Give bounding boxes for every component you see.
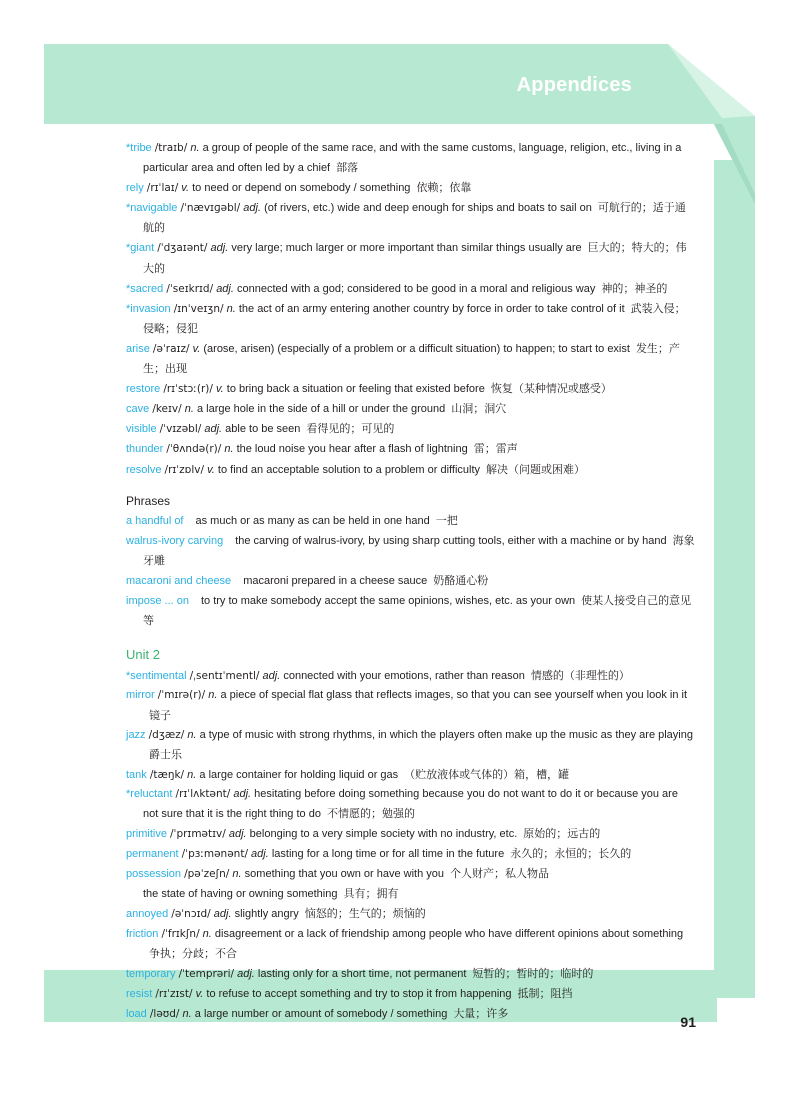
definition: the state of having or owning something [143,888,338,901]
part-of-speech: n. [187,728,197,741]
chinese-translation: 恢复（某种情况或感受） [490,382,612,396]
chinese-translation: 巨大的；特大的；伟大的 [143,241,687,275]
part-of-speech: v. [195,987,204,1000]
headword: annoyed [126,908,169,921]
pronunciation: /ˈθʌndə(r)/ [166,443,222,456]
vocab-entry [126,726,696,765]
part-of-speech: adj. [213,908,232,921]
section-title: Appendices [516,74,632,96]
chinese-translation: 雷；雷声 [473,442,518,456]
vocab-entry [126,178,696,198]
headword: *sentimental [126,670,187,683]
unit1-vocabulary-list [126,139,696,480]
unit2-vocabulary-list [126,666,696,1024]
vocab-entry [126,904,696,924]
definition: belonging to a very simple society with no industry, etc. [249,828,518,841]
vocab-entry [126,844,696,864]
chinese-translation: 一把 [435,513,458,527]
definition: lasting for a long time or for all time in the future [271,848,505,861]
vocab-entry [126,419,696,439]
chinese-translation: 看得见的；可见的 [306,422,395,436]
definition: a piece of special flat glass that reflects images, so that you can see yourself when you look in it [220,689,688,702]
headword: temporary [126,967,176,980]
part-of-speech: adj. [233,787,252,800]
vocab-entry [126,864,696,884]
definition: disagreement or a lack of friendship among people who have different opinions about something [214,927,684,940]
phrase-entry [126,511,696,531]
chinese-translation: 镜子 [149,708,171,722]
chinese-translation: 海象牙雕 [143,533,695,567]
definition: to refuse to accept something and try to stop it from happening [206,987,512,1000]
part-of-speech: adj. [262,670,281,683]
phrase-entry [126,531,696,571]
headword: permanent [126,848,179,861]
part-of-speech: n. [184,403,194,416]
pronunciation: /rɪˈlʌktənt/ [175,787,231,800]
chinese-translation: 原始的；远古的 [523,827,601,841]
vocab-entry [126,399,696,419]
part-of-speech: adj. [251,848,269,861]
definition: to need or depend on somebody / something [192,182,411,195]
pronunciation: /ˈmɪrə(r)/ [157,689,206,702]
definition: a large container for holding liquid or gas [199,768,399,781]
definition: slightly angry [234,908,299,921]
definition: connected with your emotions, rather than reason [283,670,525,683]
chinese-translation: 依赖；依靠 [416,181,472,195]
vocab-entry [126,984,696,1004]
headword: tank [126,768,147,781]
side-strip [714,160,755,998]
part-of-speech: v. [181,182,190,195]
pronunciation: /ˈtemprəri/ [178,967,235,980]
definition: connected with a god; considered to be good in a moral and religious way [237,282,596,295]
unit2-heading: Unit 2 [126,647,160,663]
headword: load [126,1007,147,1020]
definition: hesitating before doing something because you do not want to do it or because you are not sure that it is the right thing to do [143,787,678,820]
pronunciation: /pəˈzeʃn/ [184,868,230,881]
definition: to find an acceptable solution to a problem or difficulty [217,463,481,476]
part-of-speech: n. [202,927,212,940]
chinese-translation: 山洞；洞穴 [451,402,507,416]
vocab-entry [126,925,696,964]
chinese-translation: 个人财产；私人物品 [450,867,550,881]
chinese-translation: 使某人接受自己的意见等 [143,594,692,628]
definition: (of rivers, etc.) wide and deep enough for ships and boats to sail on [264,202,592,215]
phrase: a handful of [126,514,184,527]
pronunciation: /keɪv/ [152,403,182,416]
definition: (arose, arisen) (especially of a problem or a difficult situation) to happen; to start to exist [203,342,630,355]
pronunciation: /rɪˈzɪst/ [155,987,193,1000]
phrase: walrus-ivory carving [126,534,224,547]
pronunciation: /rɪˈstɔː(r)/ [163,383,213,396]
pronunciation: /ˈdʒaɪənt/ [157,242,208,255]
headword: thunder [126,443,164,456]
part-of-speech: v. [192,342,201,355]
pronunciation: /ˈprɪmətɪv/ [170,828,226,841]
part-of-speech: adj. [210,242,229,255]
chinese-translation: （贮放液体或气体的）箱，槽，罐 [404,767,570,781]
chinese-translation: 抵制；阻挡 [517,986,573,1000]
definition: something that you own or have with you [244,868,445,881]
vocab-entry [126,139,696,178]
chinese-translation: 具有；拥有 [343,887,399,901]
definition: to bring back a situation or feeling that existed before [226,383,485,396]
definition: the carving of walrus-ivory, by using sharp cutting tools, either with a machine or by hand [235,534,667,547]
headword: visible [126,423,157,436]
phrase-entry [126,591,696,631]
chinese-translation: 神的；神圣的 [601,281,668,295]
headword: rely [126,182,144,195]
headword: possession [126,868,182,881]
chinese-translation: 武装入侵；侵略；侵犯 [143,301,686,335]
part-of-speech: adj. [228,828,247,841]
vocab-entry [126,299,696,339]
vocab-entry [126,238,696,278]
chinese-translation: 大量；许多 [453,1006,509,1020]
definition: a large number or amount of somebody / something [194,1007,448,1020]
part-of-speech: n. [232,868,242,881]
headword: friction [126,927,159,940]
part-of-speech: n. [182,1007,192,1020]
headword: cave [126,403,150,416]
pronunciation: /ˈvɪzəbl/ [159,423,202,436]
vocab-entry [126,198,696,238]
part-of-speech: adj. [237,967,255,980]
pronunciation: /əˈraɪz/ [152,342,190,355]
phrases-heading: Phrases [126,493,171,508]
part-of-speech: v. [215,383,224,396]
chinese-translation: 爵士乐 [149,747,182,761]
vocab-entry [126,439,696,459]
definition: lasting only for a short time, not permanent [257,967,467,980]
glossary-content [126,139,696,1024]
vocab-entry [126,279,696,299]
part-of-speech: v. [207,463,215,476]
chinese-translation: 解决（问题或困难） [486,462,586,476]
chinese-translation: 不情愿的；勉强的 [326,807,415,820]
headword: primitive [126,828,167,841]
part-of-speech: n. [224,443,234,456]
definition: a type of music with strong rhythms, in which the players often make up the music as they are playing [199,728,693,741]
headword: resist [126,987,153,1000]
pronunciation: /rɪˈzɒlv/ [164,463,205,476]
vocab-entry-sense2 [126,884,696,904]
pronunciation: /ˈseɪkrɪd/ [166,282,214,295]
chinese-translation: 永久的；永恒的；长久的 [510,847,632,861]
headword: *giant [126,242,155,255]
vocab-entry [126,785,696,824]
pronunciation: /dʒæz/ [148,728,185,741]
vocab-entry [126,339,696,379]
pronunciation: /tæŋk/ [149,768,185,781]
chinese-translation: 奶酪通心粉 [433,573,489,587]
headword: resolve [126,463,162,476]
headword: restore [126,383,161,396]
part-of-speech: n. [187,768,197,781]
phrases-list [126,511,696,632]
part-of-speech: n. [208,689,218,702]
chinese-translation: 发生；产生；出现 [143,341,680,376]
chinese-translation: 短暂的；暂时的；临时的 [472,966,594,980]
definition: a large hole in the side of a hill or under the ground [196,403,446,416]
definition: able to be seen [225,423,301,436]
headword: *navigable [126,202,178,215]
vocab-entry [126,964,696,984]
vocab-entry [126,765,696,785]
vocab-entry [126,686,696,725]
headword: arise [126,342,150,355]
definition: macaroni prepared in a cheese sauce [243,574,428,587]
chinese-translation: 情感的（非理性的） [530,669,630,683]
definition: very large; much larger or more important than similar things usually are [231,242,582,255]
part-of-speech: n. [190,142,200,154]
chinese-translation: 恼怒的；生气的；烦恼的 [304,907,426,921]
vocab-entry [126,460,696,480]
pronunciation: /ˈpɜːmənənt/ [181,848,248,861]
vocab-entry [126,379,696,399]
pronunciation: /ˈnævɪɡəbl/ [180,202,241,215]
pronunciation: /ləʊd/ [149,1007,180,1020]
part-of-speech: adj. [204,423,223,436]
part-of-speech: n. [226,302,236,315]
headword: *invasion [126,302,171,315]
pronunciation: /ɪnˈveɪʒn/ [173,302,224,315]
pronunciation: /traɪb/ [154,142,188,154]
pronunciation: /rɪˈlaɪ/ [146,182,179,195]
definition: the act of an army entering another country by force in order to take control of it [238,302,625,315]
chinese-translation: 争执；分歧；不合 [149,946,237,960]
pronunciation: /ˈfrɪkʃn/ [161,927,200,940]
headword: *reluctant [126,787,173,800]
definition: the loud noise you hear after a flash of lightning [236,443,468,456]
headword: *sacred [126,282,164,295]
headword: mirror [126,689,155,702]
page-number: 91 [680,1014,696,1030]
vocab-entry [126,824,696,844]
definition: a group of people of the same race, and with the same customs, language, religion, etc., living in a particular area and often led by a chief [143,142,682,175]
headword: jazz [126,728,146,741]
chinese-translation: 可航行的；适于通航的 [143,201,686,235]
definition: to try to make somebody accept the same opinions, wishes, etc. as your own [200,595,576,608]
definition: as much or as many as can be held in one hand [195,514,430,527]
phrase-entry [126,571,696,591]
pronunciation: /əˈnɔɪd/ [171,908,211,921]
vocab-entry [126,1004,696,1024]
headword: *tribe [126,142,152,154]
chinese-translation: 部落 [336,161,359,175]
phrase: macaroni and cheese [126,574,232,587]
part-of-speech: adj. [216,282,234,295]
part-of-speech: adj. [243,202,261,215]
phrase: impose ... on [126,595,189,608]
vocab-entry [126,666,696,686]
pronunciation: /ˌsentɪˈmentl/ [189,670,260,683]
